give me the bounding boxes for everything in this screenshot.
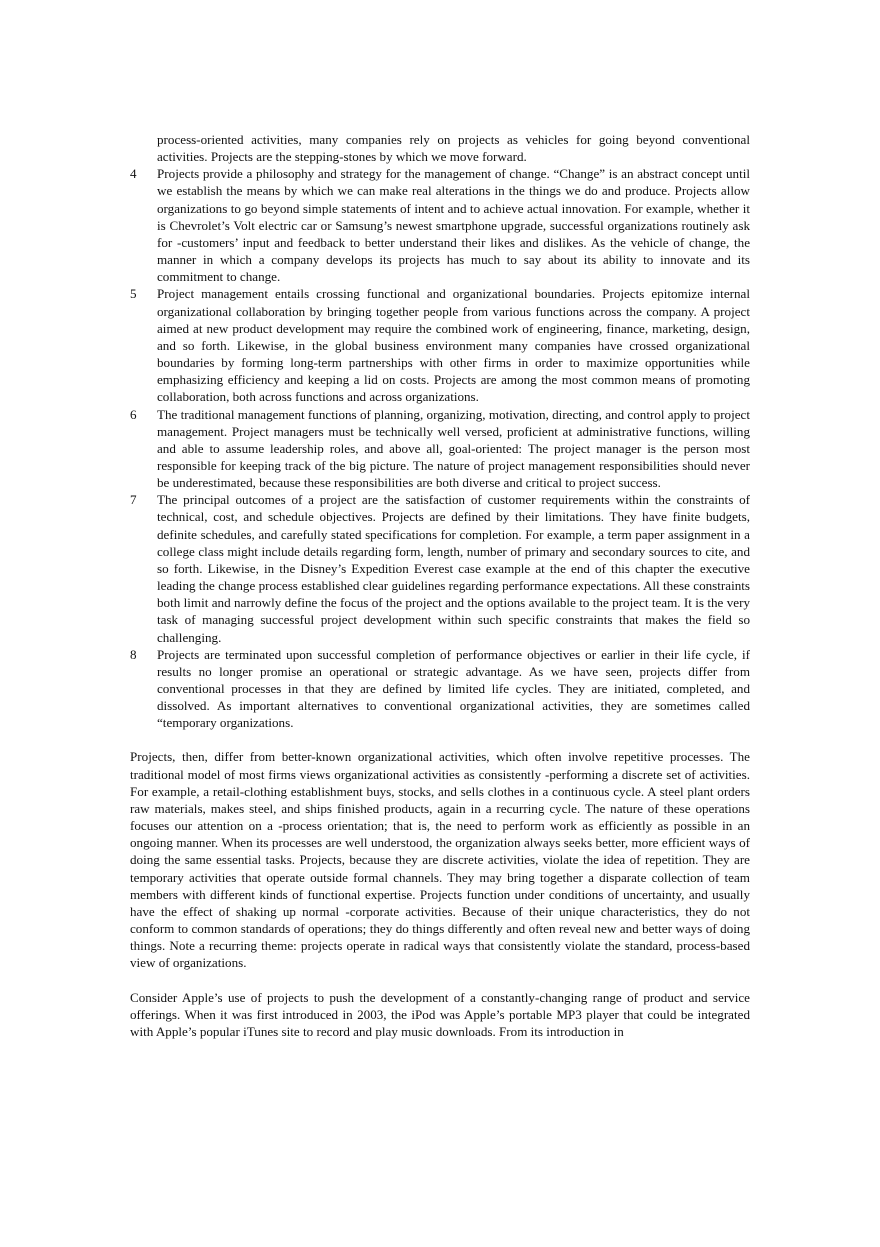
list-item-number: 4 <box>130 166 137 182</box>
list-item-4 <box>130 165 750 285</box>
body-paragraph: Consider Apple’s use of projects to push the development of a constantly-changing range of product and service offerings. When it was first introduced in 2003, the iPod was Apple’s portable MP3 player that could be integrated with Apple’s popular iTunes site to record and play music downloads. From its introduction in <box>130 989 750 1039</box>
list-item-6 <box>130 406 750 492</box>
list-item-text: The traditional management functions of planning, organizing, motivation, directing, and control apply to project management. Project managers must be technically well versed, proficient at administrative functions, willing and able to assume leadership roles, and above all, goal-oriented: The project manager is the person most responsible for keeping track of the big picture. The nature of project management responsibilities should never be underestimated, because these responsibilities are both diverse and critical to project success. <box>157 406 750 491</box>
list-item-7 <box>130 491 750 645</box>
list-item-number: 7 <box>130 492 137 508</box>
list-item-text: Projects are terminated upon successful completion of performance objectives or earlier in their life cycle, if results no longer promise an operational or strategic advantage. As we have seen, projects differ from conventional processes in that they are defined by limited life cycles. They are initiated, completed, and dissolved. As important alternatives to conventional organizational activities, they are sometimes called “temporary organizations. <box>157 646 750 731</box>
list-item-text: process-oriented activities, many companies rely on projects as vehicles for going beyond conventional activities. Projects are the stepping-stones by which we move forward. <box>157 132 750 165</box>
list-item-continuation <box>130 131 750 165</box>
list-item-text: Projects provide a philosophy and strategy for the management of change. “Change” is an abstract concept until we establish the means by which we can make real alterations in the things we do and produce. Projects allow organizations to go beyond simple statements of intent and to achieve actual innovation. For example, whether it is Chevrolet’s Volt electric car or Samsung’s newest smartphone upgrade, successful organizations routinely ask for -customers’ input and feedback to better understand their likes and dislikes. As the vehicle of change, the manner in which a company develops its projects has much to say about its ability to innovate and its commitment to change. <box>157 166 750 285</box>
list-item-5 <box>130 285 750 405</box>
document-page <box>130 131 750 1053</box>
body-paragraph: Projects, then, differ from better-known organizational activities, which often involve repetitive processes. The traditional model of most firms views organizational activities as consistently -performing a discrete set of activities. For example, a retail-clothing establishment buys, stocks, and sells clothes in a continuous cycle. A steel plant orders raw materials, makes steel, and ships finished products, again in a recurring cycle. The nature of these operations focuses our attention on a -process orientation; that is, the need to perform work as efficiently as possible in an ongoing manner. When its processes are well understood, the organization always seeks better, more efficient ways of doing the same essential tasks. Projects, because they are discrete activities, violate the idea of repetition. They are temporary activities that operate outside formal channels. They may bring together a disparate collection of team members with different kinds of functional expertise. Projects function under conditions of uncertainty, and usually have the effect of shaking up normal -corporate activities. Because of their unique characteristics, they do not conform to common standards of operations; they do things differently and often reveal new and better ways of doing things. Note a recurring theme: projects operate in radical ways that consistently violate the standard, process-based view of organizations. <box>130 749 750 971</box>
list-item-number: 6 <box>130 406 137 422</box>
list-item-text: The principal outcomes of a project are the satisfaction of customer requirements within the constraints of technical, cost, and schedule objectives. Projects are defined by their limitations. They have finite budgets, definite schedules, and carefully stated specifications for completion. For example, a term paper assignment in a college class might include details regarding form, length, number of primary and secondary sources to cite, and so forth. Likewise, in the Disney’s Expedition Everest case example at the end of this chapter the executive leading the change process established clear guidelines regarding performance expectations. All these constraints both limit and narrowly define the focus of the project and the options available to the project team. It is the very task of managing successful project development within such specific constraints that makes the field so challenging. <box>157 492 750 645</box>
list-item-number: 5 <box>130 286 137 302</box>
list-item-8 <box>130 646 750 732</box>
list-item-number: 8 <box>130 646 137 662</box>
list-item-text: Project management entails crossing functional and organizational boundaries. Projects epitomize internal organizational collaboration by bringing together people from various functions across the company. A project aimed at new product development may require the combined work of engineering, finance, marketing, design, and so forth. Likewise, in the global business environment many companies have crossed organizational boundaries by forming long-term partnerships with other firms in order to maximize opportunities while emphasizing efficiency and keeping a lid on costs. Projects are among the most common means of promoting collaboration, both across functions and across organizations. <box>157 286 750 405</box>
